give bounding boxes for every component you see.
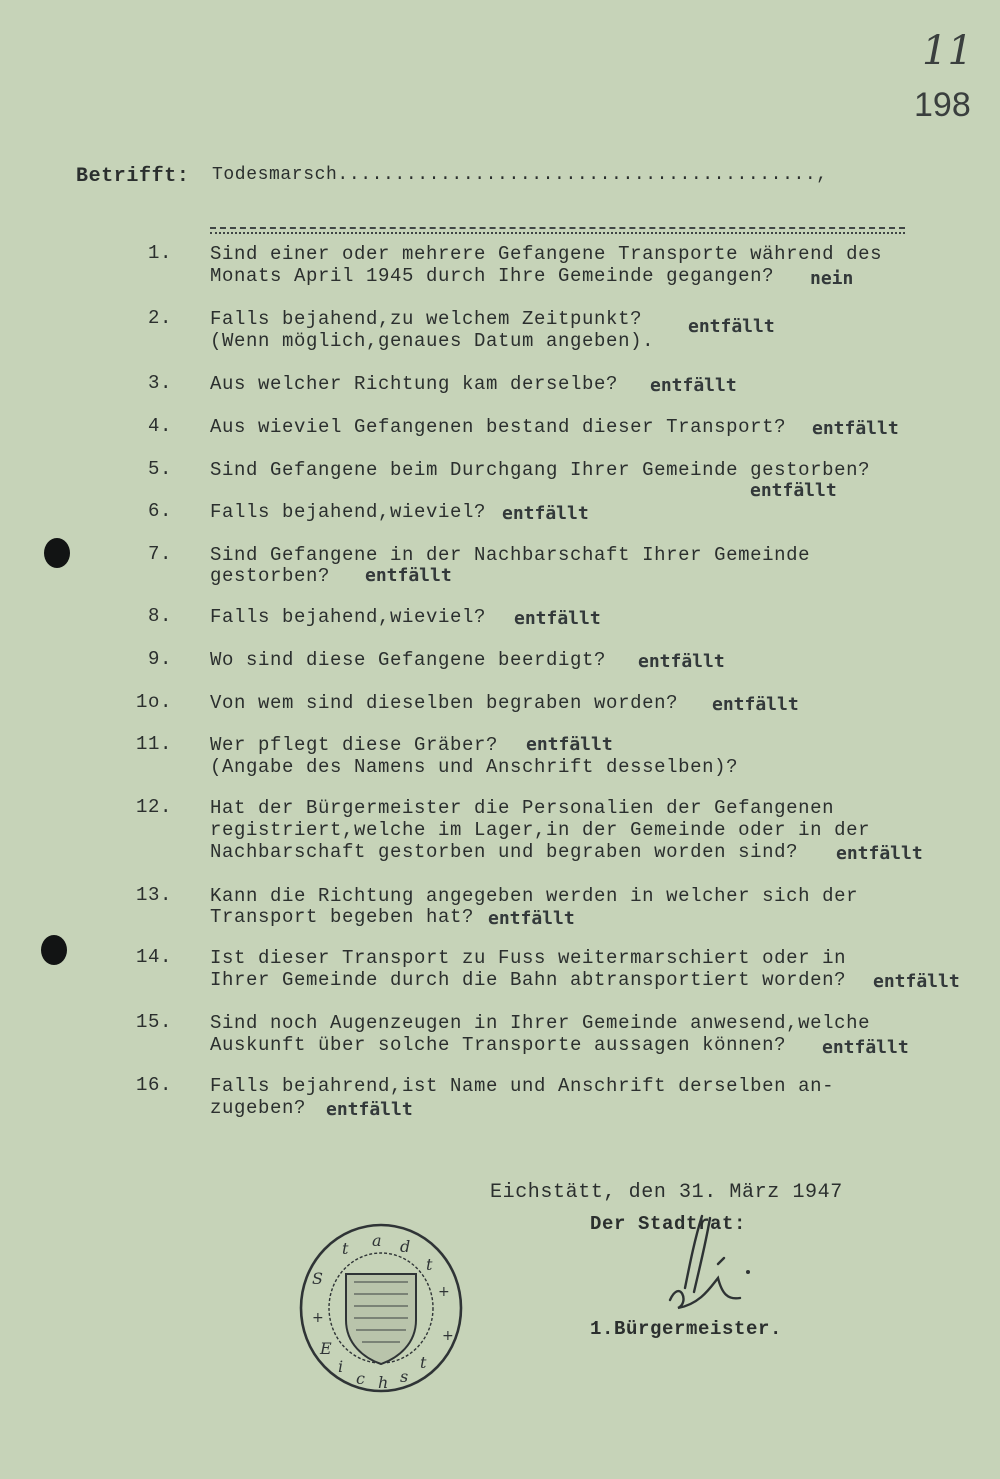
question-number: 6. xyxy=(147,500,172,522)
question-text-line: (Wenn möglich,genaues Datum angeben). xyxy=(210,330,655,352)
answer: entfällt xyxy=(502,503,589,524)
place-date: Eichstätt, den 31. März 1947 xyxy=(490,1181,843,1204)
question-text-line: Falls bejahend,zu welchem Zeitpunkt? xyxy=(210,308,643,330)
question-number: 2. xyxy=(147,307,172,329)
answer: entfällt xyxy=(812,418,899,439)
punch-hole-top xyxy=(44,538,70,568)
question-text-line: Nachbarschaft gestorben und begraben worden sind? xyxy=(210,841,799,863)
question-text-line: Wo sind diese Gefangene beerdigt? xyxy=(210,649,607,671)
question-number: 1. xyxy=(147,242,172,264)
question-text-line: Sind Gefangene beim Durchgang Ihrer Gemeinde gestorben? xyxy=(210,459,871,481)
svg-text:E: E xyxy=(320,1339,332,1358)
question-text-line: Auskunft über solche Transporte aussagen können? xyxy=(210,1034,787,1056)
question-number: 1o. xyxy=(135,691,172,713)
answer: entfällt xyxy=(638,651,725,672)
question-text-line: Ist dieser Transport zu Fuss weitermarschiert oder in xyxy=(210,947,847,969)
svg-text:t: t xyxy=(420,1353,427,1372)
answer: entfällt xyxy=(650,375,737,396)
answer: entfällt xyxy=(326,1099,413,1120)
question-text-line: Transport begeben hat? xyxy=(210,906,475,928)
answer: entfällt xyxy=(873,971,960,992)
question-text-line: Kann die Richtung angegeben werden in welcher sich der xyxy=(210,885,859,907)
question-text-line: Sind noch Augenzeugen in Ihrer Gemeinde anwesend,welche xyxy=(210,1012,871,1034)
answer: entfällt xyxy=(712,694,799,715)
svg-text:t: t xyxy=(342,1239,349,1258)
svg-text:t: t xyxy=(426,1255,433,1274)
question-text-line: zugeben? xyxy=(210,1097,307,1119)
question-text-line: gestorben? xyxy=(210,565,331,587)
question-number: 9. xyxy=(147,648,172,670)
question-text-line: Wer pflegt diese Gräber? xyxy=(210,734,499,756)
question-text-line: Falls bejahrend,ist Name und Anschrift derselben an- xyxy=(210,1075,835,1097)
question-text-line: Von wem sind dieselben begraben worden? xyxy=(210,692,679,714)
question-text-line: registriert,welche im Lager,in der Gemeinde oder in der xyxy=(210,819,871,841)
svg-text:s: s xyxy=(400,1367,409,1386)
question-number: 11. xyxy=(135,733,172,755)
answer: entfällt xyxy=(526,734,613,755)
question-number: 4. xyxy=(147,415,172,437)
answer: entfällt xyxy=(688,316,775,337)
signature-icon xyxy=(640,1208,760,1318)
answer: entfällt xyxy=(822,1037,909,1058)
question-text-line: Sind Gefangene in der Nachbarschaft Ihrer Gemeinde xyxy=(210,544,811,566)
question-text-line: Aus wieviel Gefangenen bestand dieser Transport? xyxy=(210,416,787,438)
separator-rule-2 xyxy=(210,232,905,234)
question-text-line: Ihrer Gemeinde durch die Bahn abtransportiert worden? xyxy=(210,969,847,991)
subject-label: Betrifft: xyxy=(76,165,190,188)
question-text-line: Falls bejahend,wieviel? xyxy=(210,501,487,523)
question-text-line: Sind einer oder mehrere Gefangene Transporte während des xyxy=(210,243,883,265)
authority: Der Stadtrat: xyxy=(590,1213,747,1235)
page-number: 198 xyxy=(914,86,971,124)
svg-text:c: c xyxy=(356,1369,365,1388)
question-number: 5. xyxy=(147,458,172,480)
question-text-line: Hat der Bürgermeister die Personalien der Gefangenen xyxy=(210,797,835,819)
question-number: 16. xyxy=(135,1074,172,1096)
punch-hole-bottom xyxy=(41,935,67,965)
question-number: 15. xyxy=(135,1011,172,1033)
separator-rule xyxy=(210,227,905,229)
svg-text:a: a xyxy=(372,1231,382,1250)
answer: entfällt xyxy=(488,908,575,929)
answer: entfällt xyxy=(836,843,923,864)
answer: entfällt xyxy=(365,565,452,586)
subject-value: Todesmarsch.........................................., xyxy=(212,165,828,185)
city-seal-stamp xyxy=(298,1222,464,1394)
svg-text:+: + xyxy=(438,1284,450,1300)
signature-title: 1.Bürgermeister. xyxy=(590,1318,783,1340)
question-number: 8. xyxy=(147,605,172,627)
question-text-line: Falls bejahend,wieviel? xyxy=(210,606,487,628)
question-number: 7. xyxy=(147,543,172,565)
svg-text:h: h xyxy=(378,1373,389,1392)
question-text-line: Monats April 1945 durch Ihre Gemeinde gegangen? xyxy=(210,265,775,287)
svg-text:i: i xyxy=(338,1357,344,1376)
svg-text:+: + xyxy=(442,1328,454,1344)
answer: nein xyxy=(810,268,854,289)
page-mark: 11 xyxy=(922,28,973,74)
question-text-line: Aus welcher Richtung kam derselbe? xyxy=(210,373,619,395)
svg-text:+: + xyxy=(312,1310,324,1326)
question-number: 14. xyxy=(135,946,172,968)
question-number: 3. xyxy=(147,372,172,394)
answer: entfällt xyxy=(750,480,837,501)
question-number: 13. xyxy=(135,884,172,906)
question-number: 12. xyxy=(135,796,172,818)
svg-text:d: d xyxy=(400,1237,411,1256)
svg-text:S: S xyxy=(312,1269,323,1288)
answer: entfällt xyxy=(514,608,601,629)
question-text-line: (Angabe des Namens und Anschrift desselben)? xyxy=(210,756,739,778)
